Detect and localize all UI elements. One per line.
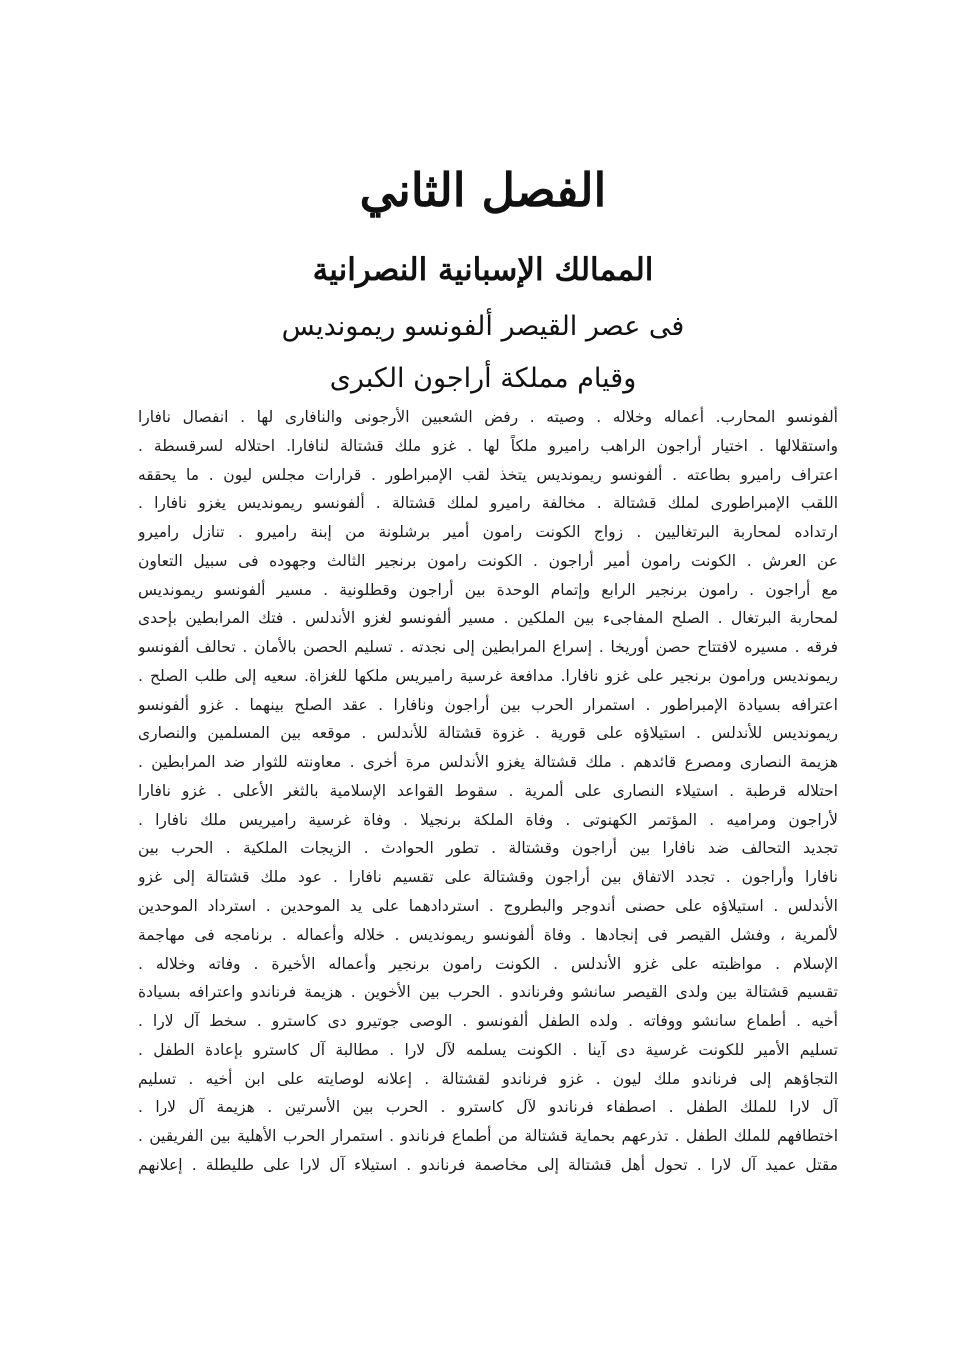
summary-line: ريموندیس ورامون برنجير على غزو نافارا. مدافعة غرسية راميريس ملكها للغزاة. سعيه إلى طلب الصلح . (138, 666, 838, 685)
summary-line: تسليم الأمير للكونت غرسية دى آينا . الكونت يسلمه لآل لارا . مطالبة آل كاسترو بإعادة الطفل . (138, 1040, 838, 1059)
summary-line: أخيه . أطماع سانشو ووفاته . ولده الطفل ألفونسو . الوصى جوتيرو دى كاسترو . سخط آل لارا . (138, 1012, 838, 1031)
summary-line: نافارا وأراجون . تجدد الاتفاق بين أراجون وقشتالة على تقسيم نافارا . عود ملك قشتالة إلى غزو (138, 868, 838, 887)
summary-line: ألفونسو المحارب. أعماله وخلاله . وصيته . رفض الشعبين الأرجونى والنافارى لها . انفصال نافارا (138, 408, 838, 426)
summary-line: تقسيم قشتالة بين ولدى القيصر سانشو وفرناندو . الحرب بين الأخوين . هزيمة فرناندو واعترافه بسيادة (138, 983, 838, 1002)
chapter-subtitle-line-2: وقيام مملكة أراجون الكبرى (329, 363, 637, 394)
summary-line: مقتل عميد آل لارا . تحول أهل قشتالة إلى مخاصمة فرناندو . استيلاء آل لارا على طليطلة . إعلانهم (138, 1155, 838, 1174)
summary-line: مع أراجون . رامون برنجير الرابع وإتمام الوحدة بين أراجون وقطلونية . مسير ألفونسو ريموندیس (138, 580, 838, 599)
summary-line: فرقه . مسيره لافتتاح حصن أوريخا . إسراع المرابطين إلى نجدته . تسليم الحصن بالأمان . تحالف ألفونسو (138, 638, 838, 657)
summary-line: لألمرية ، وفشل القيصر فى إنجادها . وفاة ألفونسو ريموندیس . خلاله وأعماله . برنامجه فى مهاجمة (138, 925, 838, 944)
summary-line: تجديد التحالف ضد نافارا بين أراجون وقشتالة . تطور الحوادث . الزيجات الملكية . الحرب بين (138, 839, 838, 858)
chapter-title: الممالك الإسبانية النصرانية (312, 252, 654, 288)
summary-line: ارتداده لمحاربة البرتغاليين . زواج الكونت رامون أمير برشلونة من إبنة راميرو . تنازل راميرو (138, 523, 838, 542)
summary-line: آل لارا للملك الطفل . اصطفاء فرناندو لآل كاسترو . الحرب بين الأسرتين . هزيمة آل لارا . (138, 1098, 838, 1117)
chapter-summary (138, 403, 838, 1180)
summary-line: هزيمة النصارى ومصرع قائدهم . ملك قشتالة يغزو الأندلس مرة أخرى . معاونته للثوار ضد المرابطين . (138, 753, 838, 772)
summary-line: الإسلام . مواظبته على غزو الأندلس . الكونت رامون برنجير وأعماله الأخيرة . وفاته وخلاله . (138, 954, 838, 973)
summary-line: لأراجون ومراميه . المؤتمر الكهنوتى . وفاة الملكة برنجيلا . وفاة غرسية راميريس ملك نافارا . (138, 810, 838, 829)
summary-line: عن العرش . الكونت رامون أمير أراجون . الكونت رامون برنجير الثالث وجهوده فى سبيل التعاون (138, 551, 838, 570)
summary-line: الأندلس . استيلاؤه على حصنى أندوجر والبطروج . استردادهما على يد الموحدين . استرداد الموحدين (138, 897, 838, 916)
summary-line: لمحاربة البرتغال . الصلح المفاجىء بين الملكين . مسير ألفونسو لغزو الأندلس . فتك المرابطين بإحدى (138, 609, 838, 628)
summary-line: اختطافهم للملك الطفل . تذرعهم بحماية قشتالة من أطماع فرناندو . استمرار الحرب الأهلية بين الفريقين . (138, 1127, 838, 1146)
summary-line: اللقب الإمبراطورى لملك قشتالة . مخالفة راميرو لملك قشتالة . ألفونسو ريموندیس يغزو نافارا . (138, 494, 838, 513)
summary-line: احتلاله قرطبة . استيلاء النصارى على ألمرية . سقوط القواعد الإسلامية بالثغر الأعلى . غزو نافارا (138, 781, 838, 800)
summary-line: واستقلالها . اختيار أراجون الراهب راميرو ملكاً لها . غزو ملك قشتالة لنافارا. احتلاله لسرقسطة . (138, 436, 838, 455)
chapter-subtitle-line-1: فى عصر القيصر ألفونسو ريموندیس (281, 311, 685, 342)
summary-line: اعترافه بسيادة الإمبراطور . استمرار الحرب بين أراجون ونافارا . عقد الصلح بينهما . غزو ألفونسو (138, 695, 838, 714)
summary-line: التجاؤهم إلى فرناندو ملك ليون . غزو فرناندو لقشتالة . إعلانه لوصايته على ابن أخيه . تسليم (138, 1069, 838, 1088)
summary-line: اعتراف راميرو بطاعته . ألفونسو ريموندیس يتخذ لقب الإمبراطور . قرارات مجلس ليون . ما يحققه (138, 465, 838, 484)
summary-line: ريموندیس للأندلس . استيلاؤه على قورية . غزوة قشتالة للأندلس . موقعه بين المسلمين والنصارى (138, 724, 838, 743)
chapter-heading: الفصل الثاني (359, 163, 607, 217)
